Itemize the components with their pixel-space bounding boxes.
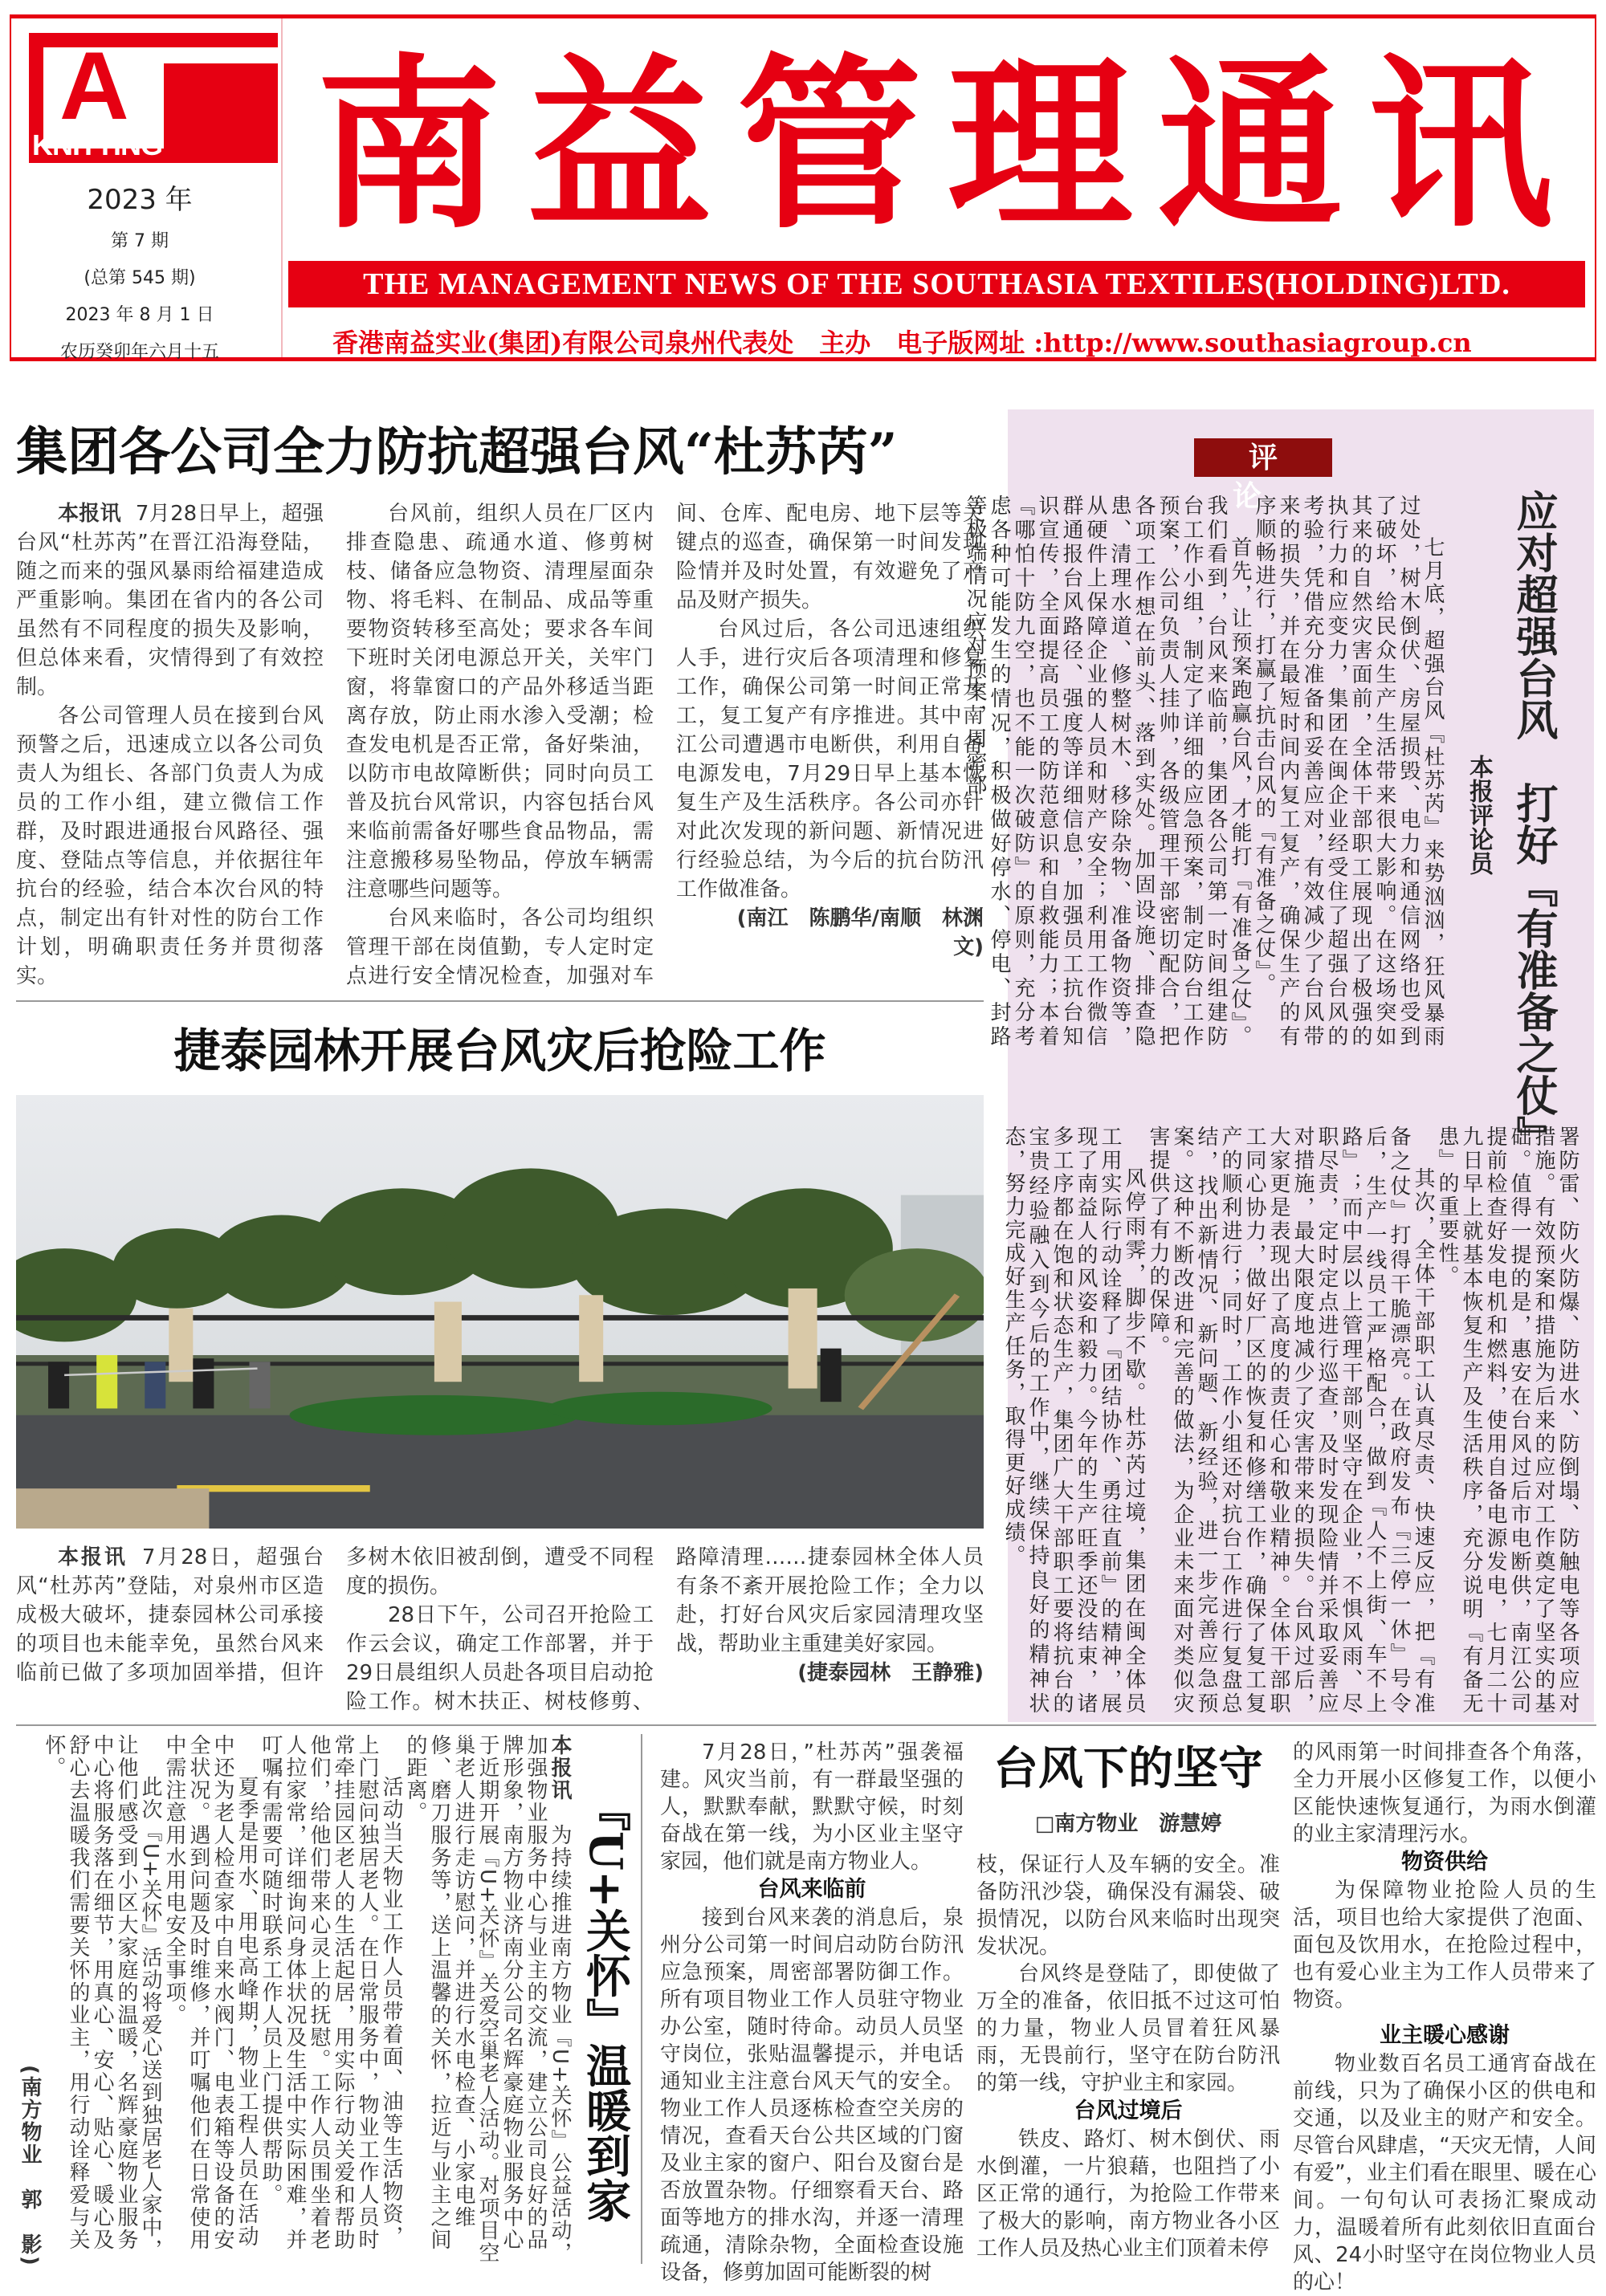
ucare-article-title: 『U+关怀』温暖到家	[579, 1786, 632, 2223]
byline: (捷泰园林 王静雅)	[797, 1661, 984, 1685]
commentary-title: 应对超强台风 打好『有准备之仗』	[1509, 490, 1558, 1158]
byline: (南方物业 郭 影)	[18, 2065, 42, 2267]
issue-year: 2023 年	[87, 184, 193, 216]
lunar-date: 农历癸卯年六月十五	[59, 342, 219, 362]
paragraph: 台风前，组织人员在厂区内排查隐患、疏通水道、修剪树枝、储备应急物资、清理屋面杂物、将毛料、在制品、成品等重要物资转移至高处；要求各车间下班时关闭电源总开关，关牢门窗，将靠窗口的产品外移适当距离存放，防止雨水渗入受潮；检查发电机是否正常，备好柴油，以防市电故障断供；同时向员工普及抗台风常识，内容包括台风来临前需备好哪些食品物品，需注意搬移易坠物品，停放车辆需注意哪些问题等。	[346, 502, 654, 902]
commentary-author: 本报评论员	[1465, 755, 1493, 875]
issue-total: (总第 545 期)	[84, 268, 196, 288]
masthead-issue-panel	[11, 18, 283, 362]
paragraph: 台风来临时，各公司均组织管理干部在岗值勤，专人定时定点进行安全情况检查，加强对车间、仓库、配电房、地下层等关键点的巡查，确保第一时间发现险情并及时处置，有效避免了产品及财产损失。	[346, 502, 984, 988]
sidewalk	[16, 1488, 209, 1529]
paragraph: 台风过后，各公司迅速组织人手，进行灾后各项清理和修复工作，确保公司第一时间正常开工，复工复产有序推进。其中南江公司遭遇市电断供，利用自备电源发电，7月29日早上基本恢复生产及生活秩序。各公司亦针对此次发现的新问题、新情况进行经验总结，为今后的抗台防汛工作做准备。	[676, 617, 984, 902]
paragraph: 28日下午，公司召开抢险工作云会议，确定工作部署，并于29日晨组织人员赴各项目启动抢险工作。树木扶正、树枝修剪、路障清理……捷泰园林全体人员有条不紊开展抢险工作；全力以赴，打好台风灾后家园清理攻坚战，帮助业主重建美好家园。	[346, 1545, 984, 1714]
typhoon-article-column-1	[660, 1739, 964, 2286]
paragraph: 首先，让预案跑赢台风，才能打『有准备之仗』。我们看到，台风来临前，集团各公司第一时间组建防台工作小组，制定了详细的应急预案，制定防台工作预案，公司负责人挂帅，各级管理干部密切配合，把各项工作想在前头、落到实处。加固设施、排查隐患、清理水道、修整树木、移除杂物、准备物资等，从硬件上保障企业的人员和财产安全；利用工作微信群通报台风路径、强度等详细信息，加强员工抗台知识宣传，全面提高员工的防范意识和自救能力；本着『哪怕十防九空，也不能一次破防』的原则，充分考虑各种可能发生的情况，积极做好停水、停电、封路等极端情况应对预案，周密部	[963, 495, 1252, 1048]
paragraph: 7月28日，”杜苏芮”强袭福建。风灾当前，有一群最坚强的人，默默奉献，默默守候，时刻奋战在第一线，为小区业主坚守家园，他们就是南方物业人。	[660, 1740, 964, 1874]
paragraph: 其次，全体干部职工认真尽责、快速反应，把『有准备之仗』打得干脆漂亮。在政府发布『三停一休』号令后，生产一线员工严格配合，做到『人不上街、车不上路』；而中层以上管理干部则坚守在企业，不惧风雨、尽职尽责，定时定点进行巡查，及时发现险情并采取妥善应对措施，最大限度地减少了灾害带来的损失。台风过后，大家更是表现出了高度的责任心和敬业精神。全体干部职工同心协力，做好厂区的恢复和修缮工作，确保了复工复产的顺利进行；同时，工作小组还对抗台工作进行复盘总结，找出新情况、新问题、新经验，进一步完善应急预案。这种不断改进和完善的做法，为企业未来面对类似灾害提供了有力的保障。	[1146, 1126, 1435, 1716]
paragraph: 本报讯 为持续推进南方物业『U+关怀』公益活动，加强物业服务中心与业主的交流，建立公司良好的品牌形象，南方物业济南分公司名辉豪庭物业服务中心于近期开展『U+关怀』关爱空巢老人活动。对项目空巢老人进行走访慰问，并进行水电检查、小家电维修、磨刀服务等，送上温馨的关怀，拉近与业主之间的距离。	[403, 1734, 572, 2265]
section-heading: 台风来临前	[757, 1877, 866, 1902]
paragraph: 为保障物业抢险人员的生活，项目也给大家提供了泡面、面包及饮用水，在抢险过程中，也有爱心业主为工作人员带来了物资。	[1293, 1879, 1596, 2012]
lead-label: 本报讯	[58, 502, 121, 526]
paragraph: 署防雷、防火防爆、防进水、防倒塌、防触电等各项应对措施。有效预案和措施为后来的应对工作奠定了坚实的基础。值得一提的是，惠安在台风过后市电断供，南江公司提前检查好发电机和燃料，使用自备电源发电，七月二十九日早上就基本恢复生产及生活秩序，充分说明『有备无患』的重要性。	[1435, 1126, 1580, 1716]
lead-label: 本报讯	[58, 1545, 128, 1569]
paragraph: 台风终是登陆了，即使做了万全的准备，依旧抵不过这可怕的力量，物业人员冒着狂风暴雨，无畏前行，坚守在防台防汛的第一线，守护业主和家园。	[976, 1962, 1280, 2095]
lead-label: 本报讯	[548, 1734, 572, 1801]
section-heading: 台风过境后	[1074, 2099, 1183, 2123]
typhoon-article-column-3	[1293, 1739, 1596, 2296]
section-heading: 物资供给	[1401, 1850, 1488, 1875]
commentary-upper-text	[963, 495, 1445, 1048]
jietai-article-body	[16, 1543, 984, 1716]
issue-date: 2023 年 8 月 1 日	[65, 305, 214, 325]
divider	[641, 1734, 642, 2264]
jietai-article-headline: 捷泰园林开展台风灾后抢险工作	[173, 1024, 826, 1078]
paragraph: 夏季是用水、用电高峰期，物业工程人员在活动中还为老人检查家中自来水阀门、电表箱等设备的安全状况。遇到问题及时维修，并叮嘱他们在日常使用中需注意用水用电安全事项。	[162, 1734, 259, 2251]
paragraph: 活动当天物业工作人员带着面、油等生活物资，上门慰问独居老人。在日常服务中，物业工作人员时常牵挂园区老人的生活起居，用实际行动关爱和帮助他们，给他们带来心灵上的抚慰。工作人员围坐着老人拉家常，详细询问身体状况及生活中实际困难，并叮嘱有需要可随时联系工作人员上门提供帮助。	[259, 1734, 403, 2251]
masthead	[10, 14, 1596, 361]
publisher-line: 香港南益实业(集团)有限公司泉州代表处 主办 电子版网址 :http://www.southasiagroup.cn	[332, 328, 1472, 358]
paragraph: 风停雨霁，脚步不歇。杜苏芮过境，集团在闽全体员工用实际行动诠释了『团结协作、勇往直前』的精神，展现了南益人的风姿和毅力。今年的生产旺季还没结束，诸多工序都在饱和状态生产，集团广大干部职工要将抗台的宝贵经验融入到今后的工作中，继续保持良好的精神状态，努力完成好生产任务，取得更好成绩。	[1001, 1126, 1146, 1716]
paragraph: 铁皮、路灯、树木倒伏、雨水倒灌，一片狼藉，也阻挡了小区正常的通行，为抢险工作带来了极大的影响，南方物业各小区工作人员及热心业主们顶着未停	[976, 2127, 1280, 2261]
divider	[16, 1000, 984, 1002]
paragraph: 此次『U+关怀』活动将爱心送到独居老人家中，让他们感受到小区大家庭的温暖，名辉豪庭物业服务中心将服务落在细节，用真心、安心、贴心、暖心及舒心去温暖我们需要关怀的业主，用行动诠释爱与关怀。	[42, 1734, 162, 2261]
typhoon-cleanup-photo	[16, 1095, 984, 1529]
paragraph: 枝，保证行人及车辆的安全。准备防汛沙袋，确保没有漏袋、破损情况，以防台风来临时出现突发状况。	[976, 1853, 1280, 1959]
typhoon-article-column-2	[976, 1739, 1280, 2262]
section-heading: 业主暖心感谢	[1380, 2023, 1510, 2048]
left-article-column	[16, 421, 984, 1716]
divider	[16, 1724, 1596, 1726]
paragraph: 七月底，超强台风『杜苏芮』来势汹汹，狂风暴雨过处，树木倒伏、房屋损毁、电力和通信网络也受到了破坏，给民众生产生活带来很大影响。在这场突如其来的自然灾害面前，全体干部职工展现出了极强的执行力和应变力，集团在闽企业经受住了超强台风的考验，凭借充分准备和妥善应对，有效减少了台风带来的损失，并在最短时间内复工复产，确保生产的有序顺畅进行，打赢了抗击台风的『有准备之仗』。	[1252, 495, 1445, 1048]
commentary-lower-text	[1001, 1126, 1580, 1716]
byline: (南江 陈鹏华/南顺 林渊文)	[736, 906, 984, 959]
paragraph: 的风雨第一时间排查各个角落，全力开展小区修复工作，以便小区能快速恢复通行，为雨水倒灌的业主家清理污水。	[1293, 1740, 1596, 1846]
typhoon-article-title: 台风下的坚守	[993, 1742, 1263, 1795]
ucare-article-body	[6, 1734, 572, 2267]
paragraph: 物业数百名员工通宵奋战在前线，只为了确保小区的供电和交通，以及业主的财产和安全。尽管台风肆虐，“天灾无情，人间有爱”，业主们看在眼里、暖在心间。一句句认可表扬汇聚成动力，温暖着所有此刻依旧直面台风、24小时坚守在岗位物业人员的心！	[1293, 2052, 1596, 2294]
commentary-panel	[963, 409, 1594, 1722]
top-article-body	[16, 499, 984, 991]
english-title-banner: THE MANAGEMENT NEWS OF THE SOUTHASIA TEXTILES(HOLDING)LTD.	[288, 261, 1585, 307]
commentary-section-label: 评论	[1194, 438, 1332, 477]
paragraph: 本报讯 7月28日，超强台风“杜苏芮”登陆，对泉州市区造成极大破坏，捷泰园林公司承接的项目也未能幸免，虽然台风来临前已做了多项加固举措，但许多树木依旧被刮倒，遭受不同程度的损伤。	[16, 1545, 654, 1685]
logo-letter: A	[59, 32, 129, 140]
knitting-logo	[29, 33, 278, 163]
typhoon-article-byline: □南方物业 游慧婷	[1034, 1812, 1222, 1836]
top-article-headline: 集团各公司全力防抗超强台风“杜苏芮”	[16, 422, 898, 482]
logo-text: KNITTING	[32, 128, 162, 161]
newspaper-title: 南益管理通讯	[316, 37, 1580, 254]
issue-number: 第 7 期	[111, 231, 169, 251]
paragraph: 各公司管理人员在接到台风预警之后，迅速成立以各公司负责人为组长、各部门负责人为成员的工作小组，建立微信工作群，及时跟进通报台风路径、强度、登陆点等信息，并依据往年抗台的经验，结合本次台风的特点，制定出有针对性的防台工作计划，明确职责任务并贯彻落实。	[16, 704, 324, 988]
paragraph: 接到台风来袭的消息后，泉州分公司第一时间启动防台防汛应急预案，周密部署防御工作。所有项目物业工作人员驻守物业办公室，随时待命。动员人员坚守岗位，张贴温馨提示，并电话通知业主注意台风天气的安全。物业工作人员逐栋检查空关房的情况，查看天台公共区域的门窗及业主家的窗户、阳台及窗台是否放置杂物。仔细察看天台、路面等地方的排水沟，并逐一清理疏通，清除杂物，全面检查设施设备，修剪加固可能断裂的树	[660, 1906, 964, 2285]
paragraph: 本报讯 7月28日早上，超强台风“杜苏芮”在晋江沿海登陆，随之而来的强风暴雨给福建造成严重影响。集团在省内的各公司虽然有不同程度的损失及影响，但总体来看，灾情得到了有效控制。	[16, 502, 324, 699]
photo-frame	[16, 1095, 984, 1529]
